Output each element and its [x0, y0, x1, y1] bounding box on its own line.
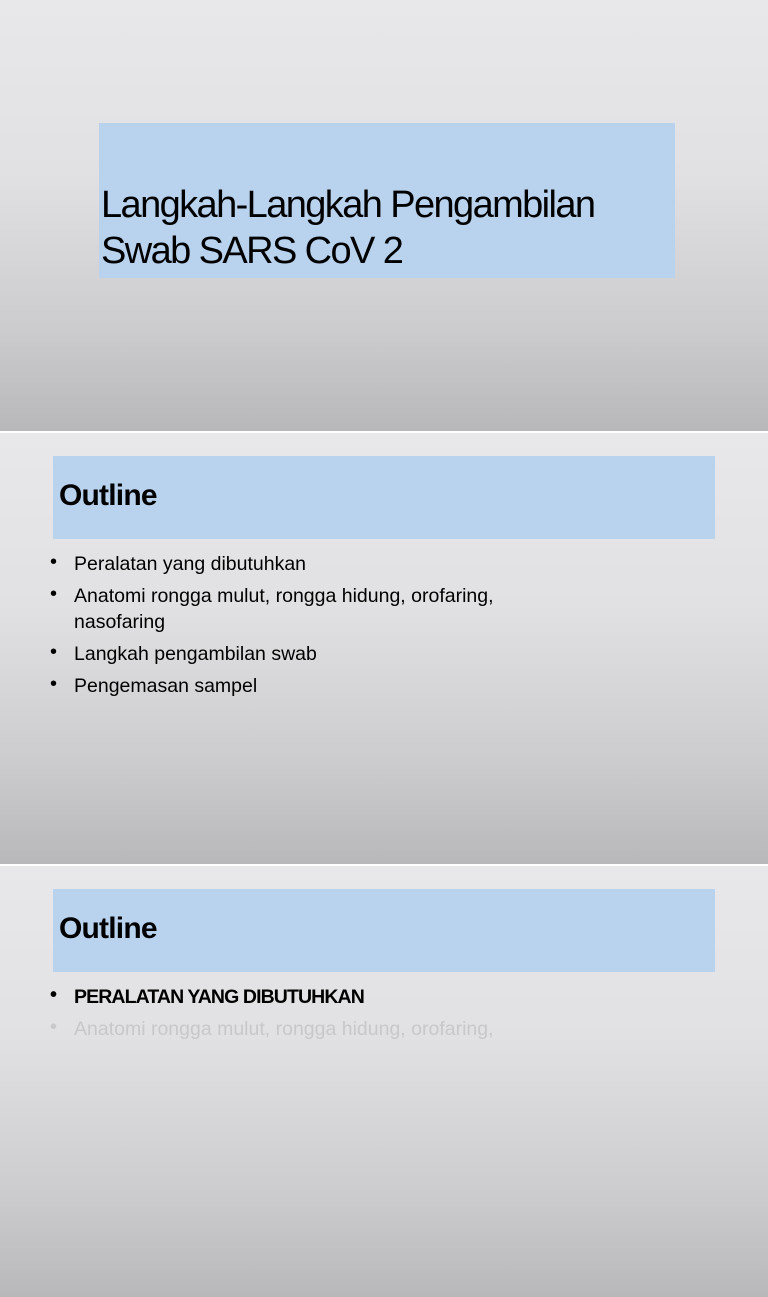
list-item	[50, 673, 570, 699]
list-item-text: Anatomi rongga mulut, rongga hidung, orofaring, nasofaring	[74, 585, 494, 633]
bullet-icon: •	[50, 1016, 58, 1038]
slide-outline	[0, 433, 768, 864]
list-item	[50, 551, 570, 577]
list-item-text: Anatomi rongga mulut, rongga hidung, orofaring,	[74, 1018, 494, 1040]
bullet-icon: •	[50, 641, 58, 663]
title-box	[99, 123, 675, 278]
title-line-1: Langkah-Langkah Pengambilan	[101, 184, 595, 226]
bullet-icon: •	[50, 551, 58, 573]
list-item-text: Peralatan yang dibutuhkan	[74, 553, 307, 575]
bullet-icon: •	[50, 673, 58, 695]
title-line-2: Swab SARS CoV 2	[101, 230, 403, 272]
outline-heading-box	[53, 889, 715, 972]
slide-title	[0, 0, 768, 431]
outline-list	[50, 551, 570, 705]
list-item-text: Langkah pengambilan swab	[74, 643, 317, 665]
list-item	[50, 641, 570, 667]
list-item	[50, 583, 570, 635]
list-item-active	[50, 984, 570, 1010]
outline-heading: Outline	[59, 479, 157, 512]
list-item-text: PERALATAN YANG DIBUTUHKAN	[74, 986, 364, 1008]
outline-heading: Outline	[59, 912, 157, 945]
bullet-icon: •	[50, 984, 57, 1006]
slide-outline-highlight	[0, 866, 768, 1297]
list-item-text: Pengemasan sampel	[74, 675, 258, 697]
outline-list	[50, 984, 570, 1048]
list-item	[50, 1016, 570, 1042]
slide-title-text	[101, 182, 673, 274]
bullet-icon: •	[50, 583, 58, 605]
outline-heading-box	[53, 456, 715, 539]
